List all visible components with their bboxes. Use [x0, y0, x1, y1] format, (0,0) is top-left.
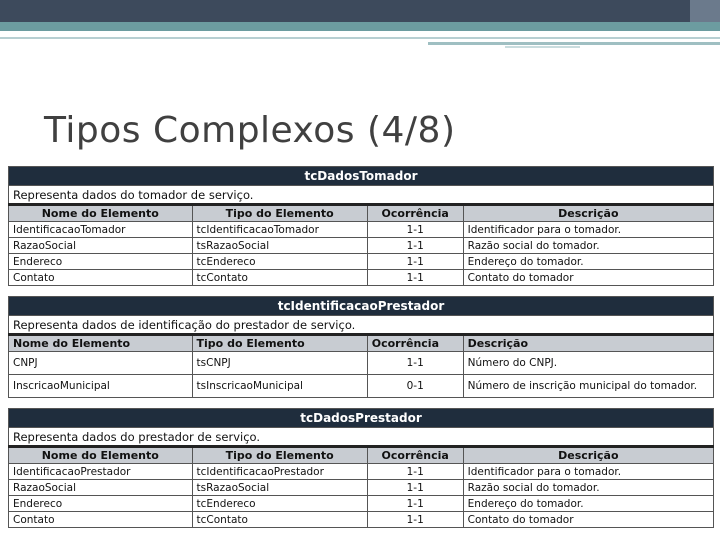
cell-element-type: tsRazaoSocial [192, 480, 367, 496]
top-banner-accent [690, 0, 720, 22]
top-banner-teal-stripe [0, 22, 720, 31]
cell-occurrence: 1-1 [367, 222, 463, 238]
cell-description: Número do CNPJ. [463, 352, 713, 375]
table-tcDadosPrestador [8, 408, 714, 528]
column-header: Tipo do Elemento [192, 205, 367, 222]
table-name: tcDadosTomador [9, 167, 714, 186]
table-name: tcIdentificacaoPrestador [9, 297, 714, 316]
column-header: Tipo do Elemento [192, 447, 367, 464]
table-row [9, 512, 714, 528]
column-header: Descrição [463, 447, 713, 464]
cell-element-name: IdentificacaoPrestador [9, 464, 193, 480]
column-header: Descrição [463, 205, 713, 222]
slide-title: Tipos Complexos (4/8) [44, 110, 456, 151]
cell-occurrence: 1-1 [367, 352, 463, 375]
cell-occurrence: 1-1 [367, 238, 463, 254]
top-banner-dark [0, 0, 690, 22]
cell-element-name: IdentificacaoTomador [9, 222, 193, 238]
column-header: Nome do Elemento [9, 205, 193, 222]
column-header: Ocorrência [367, 335, 463, 352]
cell-element-name: RazaoSocial [9, 238, 193, 254]
cell-element-type: tsInscricaoMunicipal [192, 375, 367, 398]
decorative-line-short [428, 42, 720, 45]
top-banner [0, 0, 720, 22]
table-description: Representa dados de identificação do prestador de serviço. [9, 316, 714, 335]
cell-occurrence: 1-1 [367, 496, 463, 512]
table-row [9, 270, 714, 286]
cell-element-type: tcIdentificacaoPrestador [192, 464, 367, 480]
table-row [9, 222, 714, 238]
cell-description: Razão social do tomador. [463, 480, 713, 496]
cell-description: Identificador para o tomador. [463, 464, 713, 480]
table-row [9, 352, 714, 375]
cell-element-name: RazaoSocial [9, 480, 193, 496]
cell-occurrence: 1-1 [367, 270, 463, 286]
cell-element-type: tcContato [192, 512, 367, 528]
cell-occurrence: 0-1 [367, 375, 463, 398]
decorative-line-small [505, 46, 580, 48]
cell-element-type: tsCNPJ [192, 352, 367, 375]
cell-occurrence: 1-1 [367, 480, 463, 496]
table-row [9, 375, 714, 398]
decorative-line [0, 37, 720, 39]
cell-element-name: Contato [9, 512, 193, 528]
table-tcIdentificacaoPrestador [8, 296, 714, 398]
column-header: Nome do Elemento [9, 447, 193, 464]
table-row [9, 480, 714, 496]
table-description: Representa dados do tomador de serviço. [9, 186, 714, 205]
cell-element-type: tcEndereco [192, 254, 367, 270]
cell-element-type: tsRazaoSocial [192, 238, 367, 254]
cell-description: Identificador para o tomador. [463, 222, 713, 238]
cell-element-name: CNPJ [9, 352, 193, 375]
table-row [9, 254, 714, 270]
column-header: Nome do Elemento [9, 335, 193, 352]
cell-description: Endereço do tomador. [463, 254, 713, 270]
table-row [9, 464, 714, 480]
cell-element-type: tcEndereco [192, 496, 367, 512]
cell-occurrence: 1-1 [367, 512, 463, 528]
cell-element-type: tcIdentificacaoTomador [192, 222, 367, 238]
table-row [9, 238, 714, 254]
table-name: tcDadosPrestador [9, 409, 714, 428]
cell-description: Contato do tomador [463, 512, 713, 528]
column-header: Descrição [463, 335, 713, 352]
cell-description: Número de inscrição municipal do tomador. [463, 375, 713, 398]
cell-description: Razão social do tomador. [463, 238, 713, 254]
table-description: Representa dados do prestador de serviço. [9, 428, 714, 447]
cell-description: Contato do tomador [463, 270, 713, 286]
cell-element-name: Endereco [9, 496, 193, 512]
table-row [9, 496, 714, 512]
column-header: Tipo do Elemento [192, 335, 367, 352]
cell-element-name: Contato [9, 270, 193, 286]
cell-element-type: tcContato [192, 270, 367, 286]
table-tcDadosTomador [8, 166, 714, 286]
cell-occurrence: 1-1 [367, 254, 463, 270]
cell-element-name: InscricaoMunicipal [9, 375, 193, 398]
column-header: Ocorrência [367, 205, 463, 222]
column-header: Ocorrência [367, 447, 463, 464]
cell-description: Endereço do tomador. [463, 496, 713, 512]
cell-occurrence: 1-1 [367, 464, 463, 480]
cell-element-name: Endereco [9, 254, 193, 270]
